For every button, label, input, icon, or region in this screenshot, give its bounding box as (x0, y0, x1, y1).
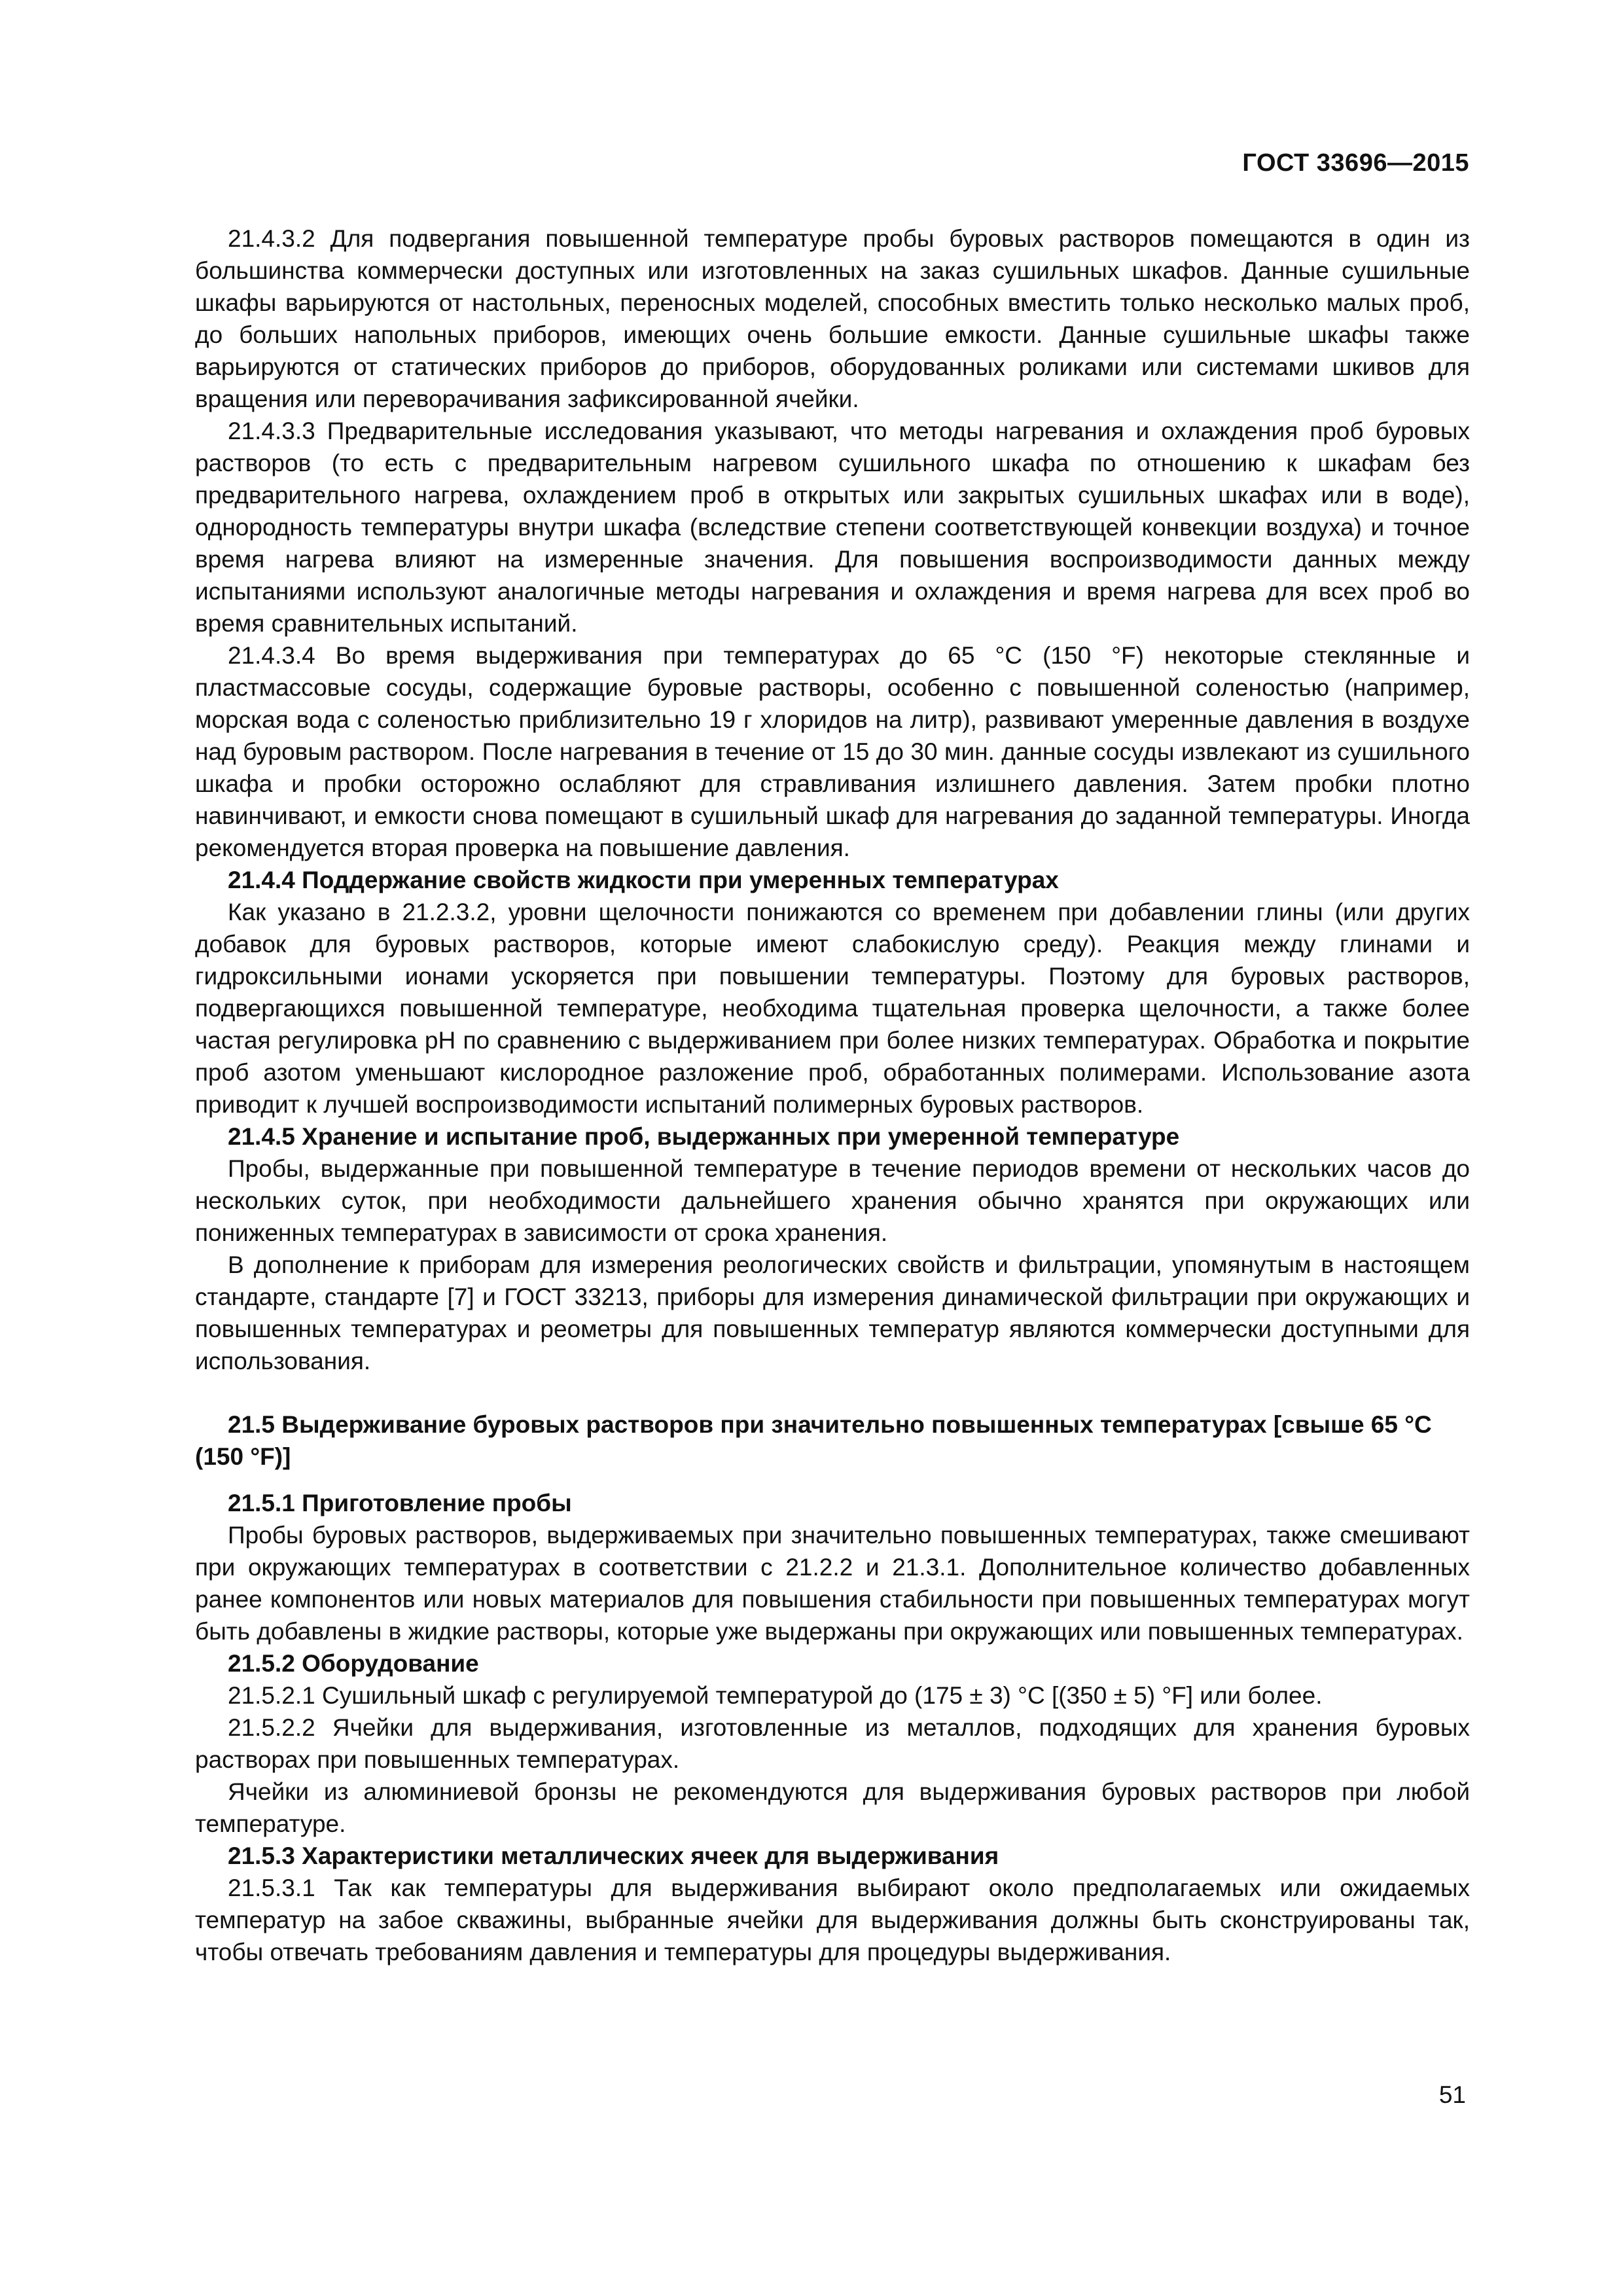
paragraph-sample-prep: Пробы буровых растворов, выдерживаемых при значительно повышенных температурах, также смешивают при окружающих температурах в соответствии с 21.2.2 и 21.3.1. Дополнительное количество добавленных ранее компонентов или новых материалов для повышения стабильности при повышенных температурах могут быть добавлены в жидкие растворы, которые уже выдержаны при окружающих или повышенных температурах. (195, 1522, 1470, 1645)
heading-21-5-3: 21.5.3 Характеристики металлических ячеек для выдерживания (228, 1842, 999, 1869)
paragraph-aluminum-bronze: Ячейки из алюминиевой бронзы не рекомендуются для выдерживания буровых растворов при любой температуре. (195, 1778, 1470, 1837)
paragraph-21-5-2-1: 21.5.2.1 Сушильный шкаф с регулируемой температурой до (175 ± 3) °С [(350 ± 5) °F] или более. (228, 1682, 1323, 1709)
heading-21-5: 21.5 Выдерживание буровых растворов при значительно повышенных температурах [свыше 65 °С (150 °F)] (195, 1411, 1432, 1470)
page-number: 51 (1438, 2081, 1466, 2108)
document-body (195, 223, 1470, 1968)
paragraph-instruments: В дополнение к приборам для измерения реологических свойств и фильтрации, упомянутым в настоящем стандарте, стандарте [7] и ГОСТ 33213, приборы для измерения динамической фильтрации при окружающих и повышенных температурах и реометры для повышенных температур являются коммерчески доступными для использования. (195, 1251, 1470, 1374)
paragraph-21-4-3-3: 21.4.3.3 Предварительные исследования указывают, что методы нагревания и охлаждения проб буровых растворов (то есть с предварительным нагревом сушильного шкафа по отношению к шкафам без предварительного нагрева, охлаждением проб в открытых или закрытых сушильных шкафах или в воде), однородность температуры внутри шкафа (вследствие степени соответствующей конвекции воздуха) и точное время нагрева влияют на измеренные значения. Для повышения воспроизводимости данных между испытаниями используют аналогичные методы нагревания и охлаждения и время нагрева для всех проб во время сравнительных испытаний. (195, 418, 1470, 637)
paragraph-alkalinity: Как указано в 21.2.3.2, уровни щелочности понижаются со временем при добавлении глины (или других добавок для буровых растворов, которые имеют слабокислую среду). Реакция между глинами и гидроксильными ионами ускоряется при повышении температуры. Поэтому для буровых растворов, подвергающихся повышенной температуре, необходима тщательная проверка щелочности, а также более частая регулировка рН по сравнению с выдерживанием при более низких температурах. Обработка и покрытие проб азотом уменьшают кислородное разложение проб, обработанных полимерами. Использование азота приводит к лучшей воспроизводимости испытаний полимерных буровых растворов. (195, 899, 1470, 1118)
heading-21-5-2: 21.5.2 Оборудование (228, 1650, 479, 1677)
document-header: ГОСТ 33696—2015 (1242, 149, 1469, 177)
paragraph-21-4-3-4: 21.4.3.4 Во время выдерживания при температурах до 65 °С (150 °F) некоторые стеклянные и пластмассовые сосуды, содержащие буровые растворы, особенно с повышенной соленостью (например, морская вода с соленостью приблизительно 19 г хлоридов на литр), развивают умеренные давления в воздухе над буровым раствором. После нагревания в течение от 15 до 30 мин. данные сосуды извлекают из сушильного шкафа и пробки осторожно ослабляют для стравливания излишнего давления. Затем пробки плотно навинчивают, и емкости снова помещают в сушильный шкаф для нагревания до заданной температуры. Иногда рекомендуется вторая проверка на повышение давления. (195, 642, 1470, 861)
paragraph-21-5-2-2: 21.5.2.2 Ячейки для выдерживания, изготовленные из металлов, подходящих для хранения буровых растворах при повышенных температурах. (195, 1714, 1470, 1773)
paragraph-storage: Пробы, выдержанные при повышенной температуре в течение периодов времени от нескольких часов до нескольких суток, при необходимости дальнейшего хранения обычно хранятся при окружающих или пониженных температурах в зависимости от срока хранения. (195, 1155, 1470, 1246)
paragraph-21-5-3-1: 21.5.3.1 Так как температуры для выдерживания выбирают около предполагаемых или ожидаемых температур на забое скважины, выбранные ячейки для выдерживания должны быть сконструированы так, чтобы отвечать требованиям давления и температуры для процедуры выдерживания. (195, 1874, 1470, 1965)
heading-21-4-4: 21.4.4 Поддержание свойств жидкости при умеренных температурах (228, 867, 1059, 893)
heading-21-5-1: 21.5.1 Приготовление пробы (228, 1490, 572, 1516)
paragraph-21-4-3-2: 21.4.3.2 Для подвергания повышенной температуре пробы буровых растворов помещаются в один из большинства коммерчески доступных или изготовленных на заказ сушильных шкафов. Данные сушильные шкафы варьируются от настольных, переносных моделей, способных вместить только несколько малых проб, до больших напольных приборов, имеющих очень большие емкости. Данные сушильные шкафы также варьируются от статических приборов до приборов, оборудованных роликами или системами шкивов для вращения или переворачивания зафиксированной ячейки. (195, 225, 1470, 412)
heading-21-4-5: 21.4.5 Хранение и испытание проб, выдержанных при умеренной температуре (228, 1123, 1180, 1150)
